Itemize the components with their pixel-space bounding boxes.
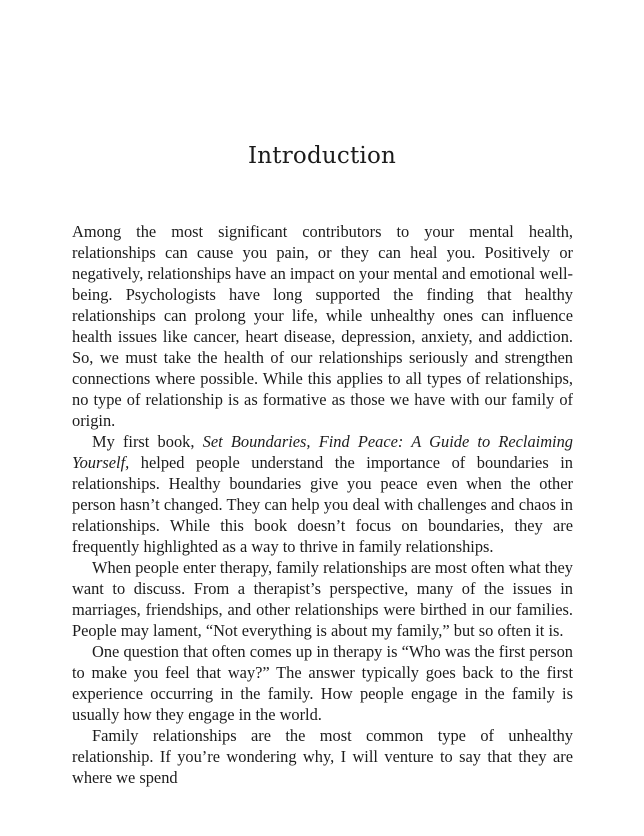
paragraph-3 xyxy=(72,557,573,641)
text-run: When people enter therapy, family relationships are most often what they want to discuss. From a therapist’s perspective, many of the issues in marriages, friendships, and other relationships were birthed in our families. People may lament, “Not everything is about my family,” but so often it is. xyxy=(72,558,573,640)
chapter-title: Introduction xyxy=(247,143,397,169)
text-run: Among the most significant contributors to your mental health, relationships can cause you pain, or they can heal you. Positively or negatively, relationships have an impact on your mental and emotional well-being. Psychologists have long supported the finding that healthy relationships can prolong your life, while unhealthy ones can influence health issues like cancer, heart disease, depression, anxiety, and addiction. So, we must take the health of our relationships seriously and strengthen connections where possible. While this applies to all types of relationships, no type of relationship is as formative as those we have with our family of origin. xyxy=(72,222,573,430)
paragraph-2 xyxy=(72,431,573,557)
paragraph-5 xyxy=(72,725,573,788)
text-run: My first book, xyxy=(92,432,203,451)
body-text xyxy=(72,221,573,788)
book-title-italic: Set Boundaries, Find Peace: A Guide to Reclaiming Yourself, xyxy=(72,432,573,472)
text-run: Family relationships are the most common type of unhealthy relationship. If you’re wondering why, I will venture to say that they are where we spend xyxy=(72,726,573,787)
text-run: helped people understand the importance of boundaries in relationships. Healthy boundaries give you peace even when the other person hasn’t changed. They can help you deal with challenges and chaos in relationships. While this book doesn’t focus on boundaries, they are frequently highlighted as a way to thrive in family relationships. xyxy=(72,453,573,556)
text-run: One question that often comes up in therapy is “Who was the first person to make you feel that way?” The answer typically goes back to the first experience occurring in the family. How people engage in the family is usually how they engage in the world. xyxy=(72,642,573,724)
paragraph-4 xyxy=(72,641,573,725)
paragraph-1 xyxy=(72,221,573,431)
